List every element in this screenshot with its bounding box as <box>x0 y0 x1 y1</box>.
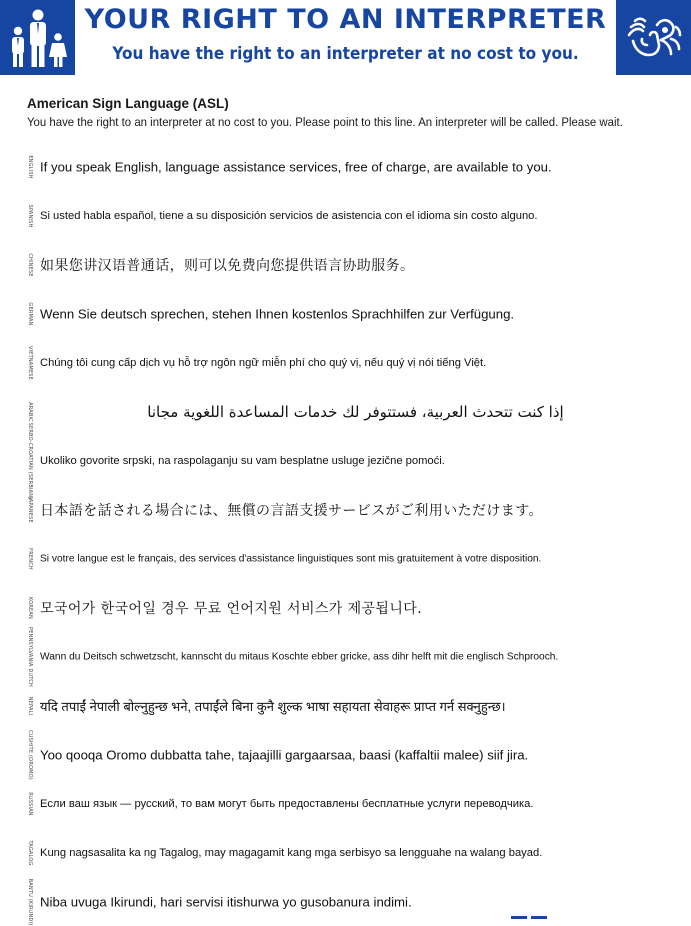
language-text: Kung nagsasalita ka ng Tagalog, may magagamit kang mga serbisyo sa lengguahe na walang bayad. <box>40 846 543 859</box>
language-row-korean[interactable] <box>0 583 691 632</box>
language-row-nepali[interactable] <box>0 681 691 730</box>
language-row-russian[interactable] <box>0 779 691 828</box>
language-text: Wann du Deitsch schwetzscht, kannscht du mitaus Koschte ebber gricke, ass dihr helft mit die englisch Schprooch. <box>40 651 559 662</box>
language-text: إذا كنت تتحدث العربية، فستتوفر لك خدمات المساعدة اللغوية مجانا <box>147 402 564 421</box>
language-label: ENGLISH <box>27 154 33 179</box>
language-row-french[interactable] <box>0 534 691 583</box>
language-text: 日本語を話される場合には、無償の言語支援サービスがご利用いただけます。 <box>40 502 543 519</box>
language-text: If you speak English, language assistance services, free of charge, are available to you. <box>40 159 552 174</box>
language-text: Si votre langue est le français, des services d'assistance linguistiques sont mis gratuitement à votre disposition. <box>40 553 542 564</box>
language-label: CHINESE <box>27 252 33 277</box>
language-text: Niba uvuga Ikirundi, hari servisi itishurwa yo gusobanura indimi. <box>40 894 412 909</box>
language-text: Если ваш язык — русский, то вам могут быть предоставлены бесплатные услуги переводчика. <box>40 797 534 810</box>
page-subtitle: You have the right to an interpreter at no cost to you. <box>112 44 579 64</box>
family-icon <box>0 0 75 75</box>
asl-text[interactable]: You have the right to an interpreter at no cost to you. Please point to this line. An interpreter will be called. Please wait. <box>27 115 623 129</box>
language-text: Wenn Sie deutsch sprechen, stehen Ihnen kostenlos Sprachhilfen zur Verfügung. <box>40 306 515 321</box>
language-row-japanese[interactable] <box>0 485 691 534</box>
language-label: VIETNAMESE <box>27 345 33 380</box>
language-row-chinese[interactable] <box>0 240 691 289</box>
language-label: ARABIC <box>27 401 33 422</box>
language-label: JAPANESE <box>27 496 33 523</box>
language-row-vietnamese[interactable] <box>0 338 691 387</box>
language-label: KOREAN <box>27 596 33 619</box>
language-text: Ukoliko govorite srpski, na raspolaganju su vam besplatne usluge jezične pomoći. <box>40 454 445 467</box>
language-row-oromo[interactable] <box>0 730 691 779</box>
language-label: TAGALOG <box>27 839 33 866</box>
language-label: CUSHITE (OROMO) <box>27 729 33 780</box>
language-row-pennsylvania-dutch[interactable] <box>0 626 691 687</box>
language-text: यदि तपाईं नेपाली बोल्नुहुन्छ भने, तपाईंले बिना कुनै शुल्क भाषा सहायता सेवाहरू प्राप्त गर्न सक्नुहुन्छ। <box>40 698 506 714</box>
sign-language-hands-icon <box>616 0 691 75</box>
language-label: RUSSIAN <box>27 791 33 816</box>
language-text: 如果您讲汉语普通话，则可以免费向您提供语言协助服务。 <box>40 257 415 274</box>
language-row-tagalog[interactable] <box>0 828 691 877</box>
language-label: NEPALI <box>27 696 33 715</box>
language-text: Si usted habla español, tiene a su disposición servicios de asistencia con el idioma sin costo alguno. <box>40 209 538 222</box>
language-list <box>0 142 691 926</box>
language-text: Yoo qooqa Oromo dubbatta tahe, tajaajilli gargaarsaa, baasi (kaffaltii malee) siif jira. <box>40 747 529 762</box>
language-row-spanish[interactable] <box>0 191 691 240</box>
language-row-german[interactable] <box>0 289 691 338</box>
language-label: SERBO-CROATIAN (SERBIAN) <box>27 422 33 499</box>
language-row-serbian[interactable] <box>0 422 691 499</box>
header <box>0 0 691 80</box>
language-text: 모국어가 한국어일 경우 무료 언어지원 서비스가 제공됩니다. <box>40 600 423 617</box>
language-label: GERMAN <box>27 301 33 326</box>
language-row-english[interactable] <box>0 142 691 191</box>
language-label: SPANISH <box>27 204 33 227</box>
language-row-arabic[interactable] <box>0 387 691 436</box>
asl-section <box>27 96 677 129</box>
asl-title: American Sign Language (ASL) <box>27 96 229 111</box>
language-label: BANTU (KIRUNDI) <box>27 878 33 925</box>
language-text: Chúng tôi cung cấp dịch vụ hỗ trợ ngôn ngữ miễn phí cho quý vị, nếu quý vị nói tiếng Việt. <box>40 356 487 369</box>
page-title: YOUR RIGHT TO AN INTERPRETER <box>84 4 607 35</box>
language-label: FRENCH <box>27 547 33 570</box>
language-label: PENNSYLVANIA DUTCH <box>27 626 33 687</box>
